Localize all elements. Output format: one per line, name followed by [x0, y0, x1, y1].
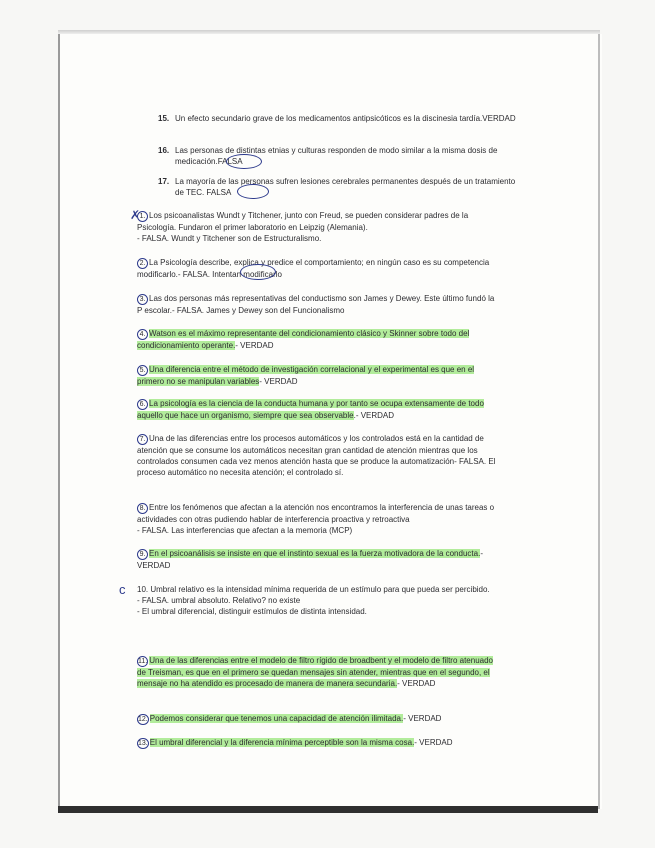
- question-13: [137, 737, 497, 749]
- question-number-circle: 11.: [138, 658, 148, 665]
- question-text: Los psicoanalistas Wundt y Titchener, junto con Freud, se pueden considerar padres de la Psicología. Fundaron el primer laboratorio en Leipzig (Alemania).: [137, 211, 469, 232]
- item-number: 17.: [158, 177, 170, 186]
- question-text: La Psicología describe, explica y predice el comportamiento; en ningún caso es su competencia modificarlo.- FALSA. Intentan modificarlo: [137, 258, 490, 279]
- pen-c-mark-icon: c: [119, 582, 126, 597]
- question-5: [137, 364, 497, 387]
- question-answer: - FALSA. Wundt y Titchener son de Estructuralismo.: [137, 234, 322, 243]
- question-answer: - FALSA. umbral absoluto. Relativo? no existe: [137, 596, 301, 605]
- pen-circle-annotation: [237, 184, 269, 199]
- question-number-circle: 13.: [138, 740, 148, 747]
- question-answer: - VERDAD: [403, 714, 442, 723]
- question-answer: - FALSA. Las interferencias que afectan a la memoria (MCP): [137, 526, 353, 535]
- question-number-circle: 4.: [137, 329, 148, 340]
- question-number-circle: 1.: [137, 211, 148, 222]
- question-text: Una de las diferencias entre los procesos automáticos y los controlados está en la cantidad de atención que se consume los automáticos necesitan gran cantidad de atención mientras que los controlados consumen cada vez menos atención hasta que se produce la automatización- FALSA. El proceso automático no necesita atención; el controlado sí.: [137, 434, 496, 477]
- question-number-circle: 12.: [138, 716, 148, 723]
- pen-circle-annotation: [240, 264, 276, 280]
- question-7: [137, 433, 497, 478]
- question-answer: - VERDAD: [414, 738, 453, 747]
- question-1: [137, 210, 497, 244]
- item-text: Las personas de distintas etnias y culturas responden de modo similar a la misma dosis de medicación.FALSA: [175, 146, 498, 166]
- highlighted-statement: El umbral diferencial y la diferencia mínima perceptible son la misma cosa.: [149, 738, 415, 747]
- question-number-circle: 8.: [137, 503, 148, 514]
- question-9: [137, 548, 497, 571]
- highlighted-statement: La psicología es la ciencia de la conducta humana y por tanto se ocupa extensamente de todo aquello que hace un organismo, siempre que sea observable: [137, 399, 484, 420]
- highlighted-statement: En el psicoanálisis se insiste en que el instinto sexual es la fuerza motivadora de la conducta.: [149, 549, 481, 558]
- question-number-circle: 9.: [137, 549, 148, 560]
- question-8: [137, 502, 497, 536]
- question-12: [137, 713, 497, 725]
- highlighted-statement: Watson es el máximo representante del condicionamiento clásico y Skinner sobre todo del condicionamiento operante.: [137, 329, 470, 350]
- question-number: 10.: [137, 585, 149, 594]
- question-6: [137, 398, 497, 421]
- question-text: Las dos personas más representativas del conductismo son James y Dewey. Este último fundó la P escolar.- FALSA. James y Dewey son del Funcionalismo: [137, 294, 495, 315]
- highlighted-statement: Una de las diferencias entre el modelo de filtro rígido de broadbent y el modelo de filtro atenuado de Treisman, es que en el primero se quedan mensajes sin atender, mientras que en el segundo, el mensaje no ha atendido es procesado de manera de manera secundaria.: [137, 656, 493, 688]
- question-answer: .- VERDAD: [353, 411, 395, 420]
- pen-x-mark-icon: ✗: [130, 208, 141, 222]
- question-2: [137, 257, 497, 280]
- question-answer: - VERDAD: [235, 341, 274, 350]
- question-number-circle: 6.: [137, 399, 148, 410]
- highlighted-statement: Podemos considerar que tenemos una capacidad de atención ilimitada.: [149, 714, 404, 723]
- question-number-circle: 2.: [137, 258, 148, 269]
- item-text: Un efecto secundario grave de los medicamentos antipsicóticos es la discinesia tardía.VERDAD: [175, 114, 516, 123]
- question-11: [137, 655, 497, 689]
- question-number-circle: 3.: [137, 294, 148, 305]
- question-answer: - VERDAD: [137, 549, 483, 570]
- question-text: Entre los fenómenos que afectan a la atención nos encontramos la interferencia de unas tareas o actividades con otras pudiendo hablar de interferencia proactiva y retroactiva: [137, 503, 495, 524]
- question-number-circle: 7.: [137, 434, 148, 445]
- highlighted-statement: Una diferencia entre el método de investigación correlacional y el experimental es que en el primero no se manipulan variables: [137, 365, 475, 386]
- item-text: La mayoría de las personas sufren lesiones cerebrales permanentes después de un tratamiento de TEC. FALSA: [175, 177, 516, 197]
- question-note: - El umbral diferencial, distinguir estímulos de distinta intensidad.: [137, 607, 367, 616]
- question-answer: - VERDAD: [397, 679, 436, 688]
- question-number-circle: 5.: [137, 365, 148, 376]
- question-answer: - VERDAD: [259, 377, 298, 386]
- question-4: [137, 328, 497, 351]
- item-number: 16.: [158, 146, 170, 155]
- question-10: [137, 584, 497, 617]
- item-number: 15.: [158, 114, 170, 123]
- question-3: [137, 293, 497, 316]
- question-text: Umbral relativo es la intensidad mínima requerida de un estímulo para que pueda ser percibido.: [150, 585, 490, 594]
- pen-circle-annotation: [226, 154, 262, 169]
